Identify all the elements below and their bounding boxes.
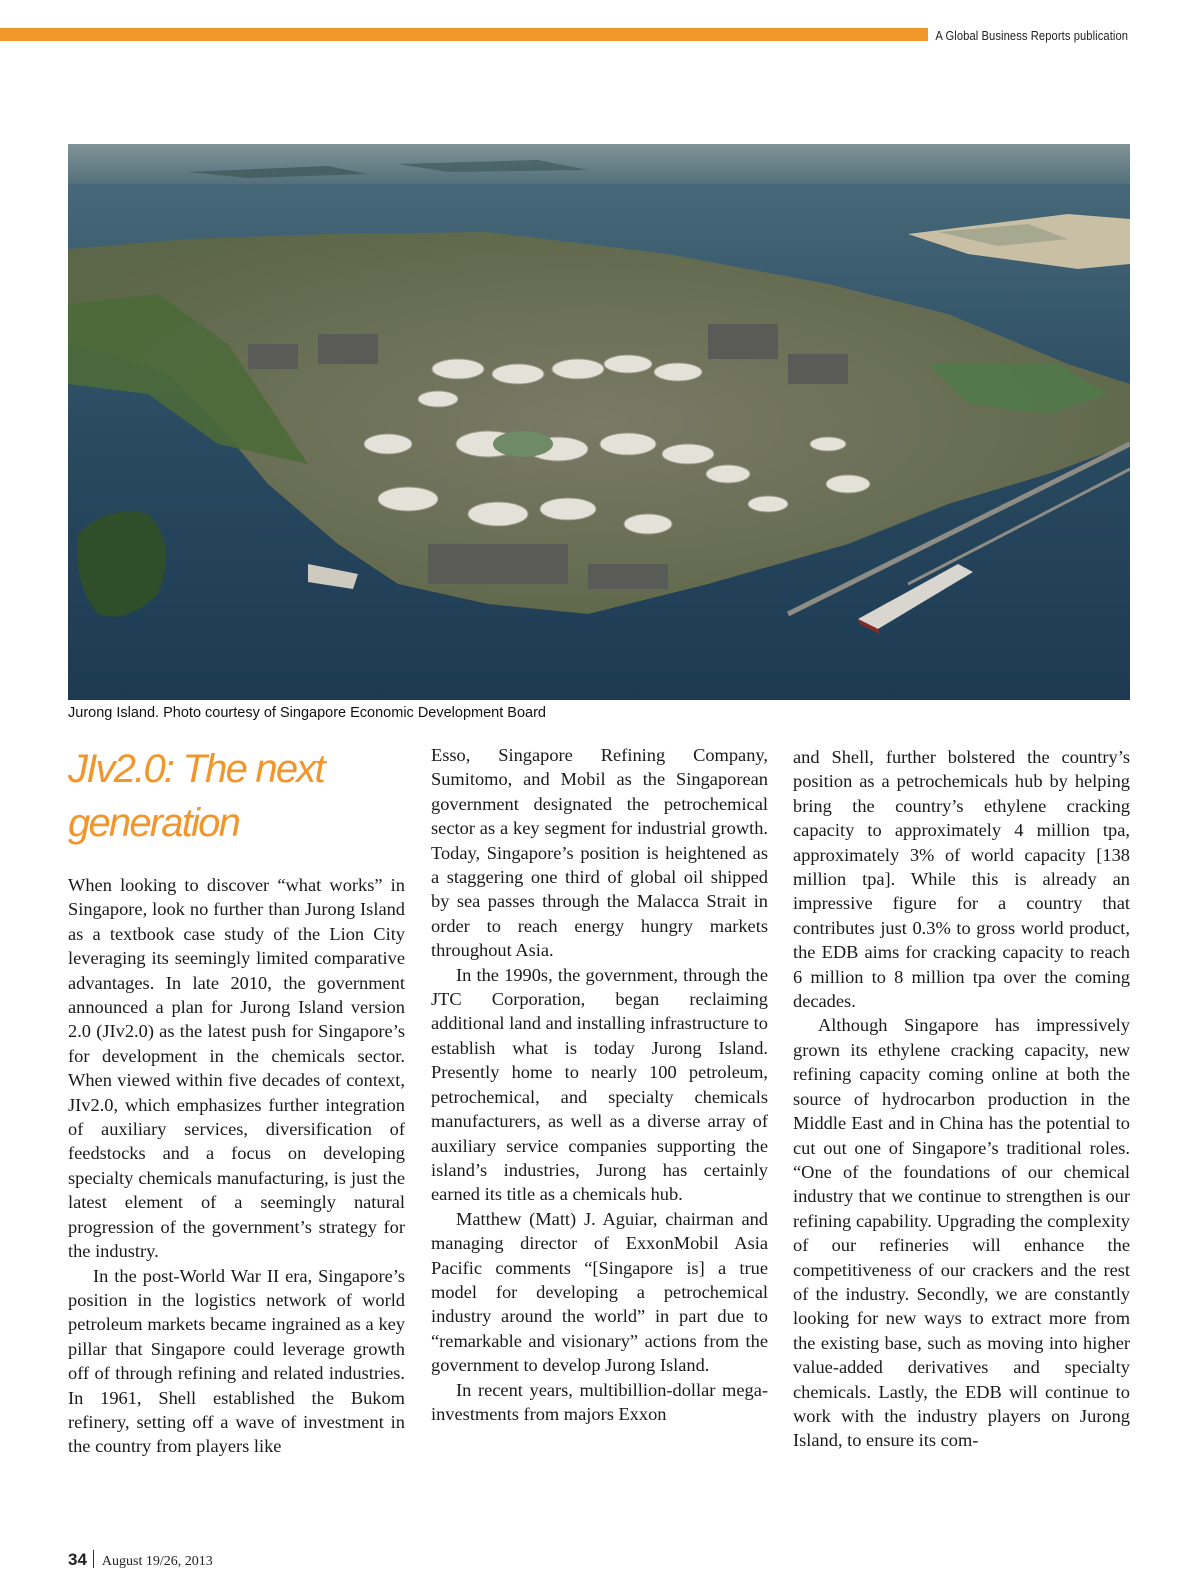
paragraph: In recent years, multibillion-dollar mega-investments from majors Exxon (431, 1379, 768, 1424)
paragraph: and Shell, further bolstered the country’s position as a petrochemicals hub by helping bring the country’s ethylene cracking capacity to approximately 4 million tpa, approximately 3% of world capacity [138 million tpa]. While this is already an impressive figure for a country that contributes just 0.3% to gross world product, the EDB aims for cracking capacity to reach 6 million to 8 million tpa over the coming decades. (793, 747, 1130, 1012)
page-number: 34 (68, 1550, 87, 1569)
article-column-2 (431, 743, 768, 1426)
article-column-1 (68, 873, 405, 1459)
article-column-3 (793, 745, 1130, 1453)
paragraph: When looking to discover “what works” in Singapore, look no further than Jurong Island as a textbook case study of the Lion City leveraging its seemingly limited comparative advantages. In late 2010, the government announced a plan for Jurong Island version 2.0 (JIv2.0) as the latest push for Singapore’s for development in the chemicals sector. When viewed within five decades of context, JIv2.0, which emphasizes further integration of auxiliary services, diversification of feedstocks and a focus on developing specialty chemicals manufacturing, is just the latest element of a seemingly natural progression of the government’s strategy for the industry. (68, 875, 405, 1262)
aerial-photo-illustration (68, 144, 1130, 700)
footer-divider (93, 1550, 94, 1568)
publication-tag: A Global Business Reports publication (935, 28, 1128, 43)
photo-caption: Jurong Island. Photo courtesy of Singapore Economic Development Board (68, 705, 546, 721)
aerial-photo-jurong-island (68, 144, 1130, 700)
paragraph: Although Singapore has impressively grown its ethylene cracking capacity, new refining capacity coming online at both the source of hydrocarbon production in the Middle East and in China has the potential to cut out one of Singapore’s traditional roles. “One of the foundations of our chemical industry that we continue to strengthen is our refining capability. Upgrading the complexity of our refineries will enhance the competitiveness of our crackers and the rest of the industry. Secondly, we are constantly looking for new ways to extract more from the existing base, such as moving into higher value-added derivatives and specialty chemicals. Lastly, the EDB will continue to work with the industry players on Jurong Island, to ensure its com- (793, 1015, 1130, 1451)
paragraph: In the 1990s, the government, through the JTC Corporation, began reclaiming additional land and installing infrastructure to establish what is today Jurong Island. Presently home to nearly 100 petroleum, petrochemical, and specialty chemicals manufacturers, as well as a diverse array of auxiliary service companies supporting the island’s industries, Jurong has certainly earned its title as a chemicals hub. (431, 964, 768, 1205)
paragraph: Esso, Singapore Refining Company, Sumitomo, and Mobil as the Singaporean government designated the petrochemical sector as a key segment for industrial growth. Today, Singapore’s position is heightened as a staggering one third of global oil shipped by sea passes through the Malacca Strait in order to reach energy hungry markets throughout Asia. (431, 745, 768, 961)
paragraph: In the post-World War II era, Singapore’s position in the logistics network of world petroleum markets became ingrained as a key pillar that Singapore could leverage growth off of through refining and related industries. In 1961, Shell established the Bukom refinery, setting off a wave of investment in the country from players like (68, 1265, 405, 1457)
issue-date: August 19/26, 2013 (101, 1554, 213, 1569)
article-headline: JIv2.0: The next generation (68, 747, 324, 845)
page-footer (68, 1550, 213, 1570)
header-accent-bar (0, 28, 928, 41)
paragraph: Matthew (Matt) J. Aguiar, chairman and managing director of ExxonMobil Asia Pacific comments “[Singapore is] a true model for developing a petrochemical industry around the world” in part due to “remarkable and visionary” actions from the government to develop Jurong Island. (431, 1208, 768, 1376)
